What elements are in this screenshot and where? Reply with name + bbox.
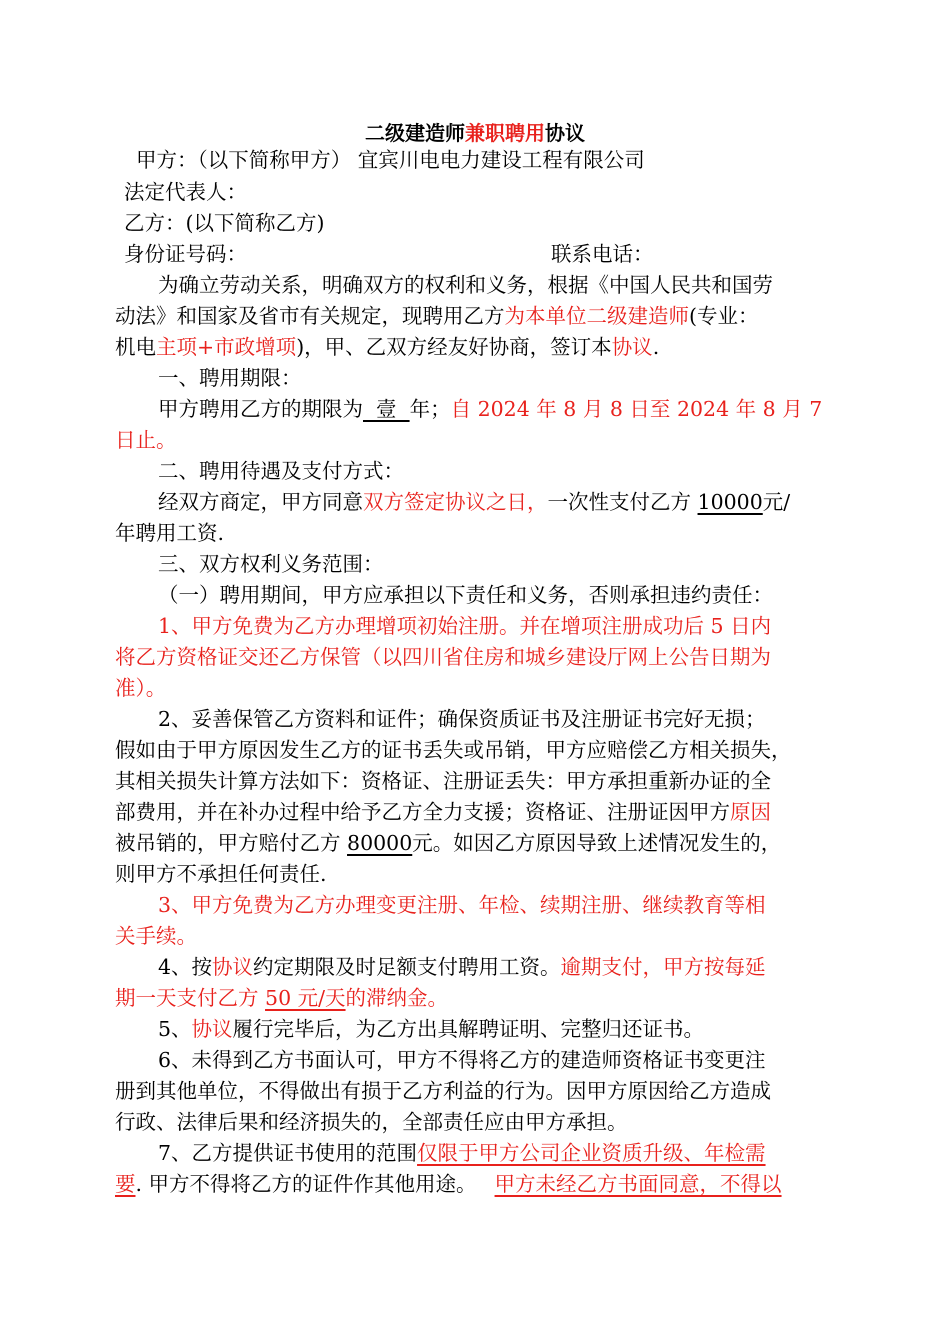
intro-line: 为确立劳动关系，明确双方的权利和义务，根据《中国人民共和国劳 [158,273,773,297]
payment-line: 经双方商定，甲方同意双方签定协议之日，一次性支付乙方 10000元/ [158,490,791,514]
clause-2: 则甲方不承担任何责任. [115,862,327,886]
clause-2: 部费用，并在补办过程中给予乙方全力支援；资格证、注册证因甲方原因 [115,800,771,824]
clause-7: 要. 甲方不得将乙方的证件作其他用途。 甲方未经乙方书面同意，不得以 [115,1172,782,1196]
clause-5: 5、协议履行完毕后，为乙方出具解聘证明、完整归还证书。 [158,1017,705,1041]
term-line: 日止。 [115,428,177,452]
document-title [0,118,950,148]
title-part: 二级建造师 [365,121,465,145]
term-line: 甲方聘用乙方的期限为 壹 年；自 2024 年 8 月 8 日至 2024 年 8 月 7 [158,397,823,421]
clause-6: 行政、法律后果和经济损失的，全部责任应由甲方承担。 [115,1110,628,1134]
salary-amount: 10000 [697,490,763,514]
clause-4: 期一天支付乙方 50 元/天的滞纳金。 [115,986,449,1010]
clause-2: 假如由于甲方原因发生乙方的证书丢失或吊销，甲方应赔偿乙方相关损失， [115,738,792,762]
clause-4: 4、按协议约定期限及时足额支付聘用工资。逾期支付，甲方按每延 [158,955,766,979]
clause-6: 册到其他单位，不得做出有损于乙方利益的行为。因甲方原因给乙方造成 [115,1079,771,1103]
title-highlight: 兼职聘用 [465,121,545,145]
clause-2: 其相关损失计算方法如下：资格证、注册证丢失：甲方承担重新办证的全 [115,769,771,793]
intro-line: 机电主项+市政增项)，甲、乙双方经友好协商，签订本协议. [115,335,660,359]
section-1-heading: 一、聘用期限： [158,366,302,390]
clause-6: 6、未得到乙方书面认可，甲方不得将乙方的建造师资格证书变更注 [158,1048,766,1072]
clause-1: 1、甲方免费为乙方办理增项初始注册。并在增项注册成功后 5 日内 [158,614,772,638]
party-a-line: 甲方：（以下简称甲方） 宜宾川电电力建设工程有限公司 [136,148,645,172]
subsection-heading: （一）聘用期间，甲方应承担以下责任和义务，否则承担违约责任： [158,583,773,607]
phone-label: 联系电话： [551,242,654,266]
intro-line: 动法》和国家及省市有关规定，现聘用乙方为本单位二级建造师(专业： [115,304,759,328]
late-fee: 50 元/天 [265,986,346,1010]
legal-rep-line: 法定代表人： [124,180,247,204]
term-years: 壹 [363,397,410,421]
clause-2: 被吊销的，甲方赔付乙方 80000元。如因乙方原因导致上述情况发生的， [115,831,782,855]
clause-1: 将乙方资格证交还乙方保管（以四川省住房和城乡建设厅网上公告日期为 [115,645,771,669]
section-3-heading: 三、双方权利义务范围： [158,552,384,576]
clause-7: 7、乙方提供证书使用的范围仅限于甲方公司企业资质升级、年检需 [158,1141,766,1165]
clause-3: 3、甲方免费为乙方办理变更注册、年检、续期注册、继续教育等相 [158,893,766,917]
clause-2: 2、妥善保管乙方资料和证件；确保资质证书及注册证书完好无损； [158,707,766,731]
id-number-label: 身份证号码： [124,242,247,266]
section-2-heading: 二、聘用待遇及支付方式： [158,459,404,483]
compensation-amount: 80000 [347,831,413,855]
title-part: 协议 [545,121,585,145]
payment-line: 年聘用工资. [115,521,225,545]
clause-3: 关手续。 [115,924,197,948]
clause-1: 准）。 [115,676,167,700]
party-b-line: 乙方：(以下简称乙方) [124,211,325,235]
